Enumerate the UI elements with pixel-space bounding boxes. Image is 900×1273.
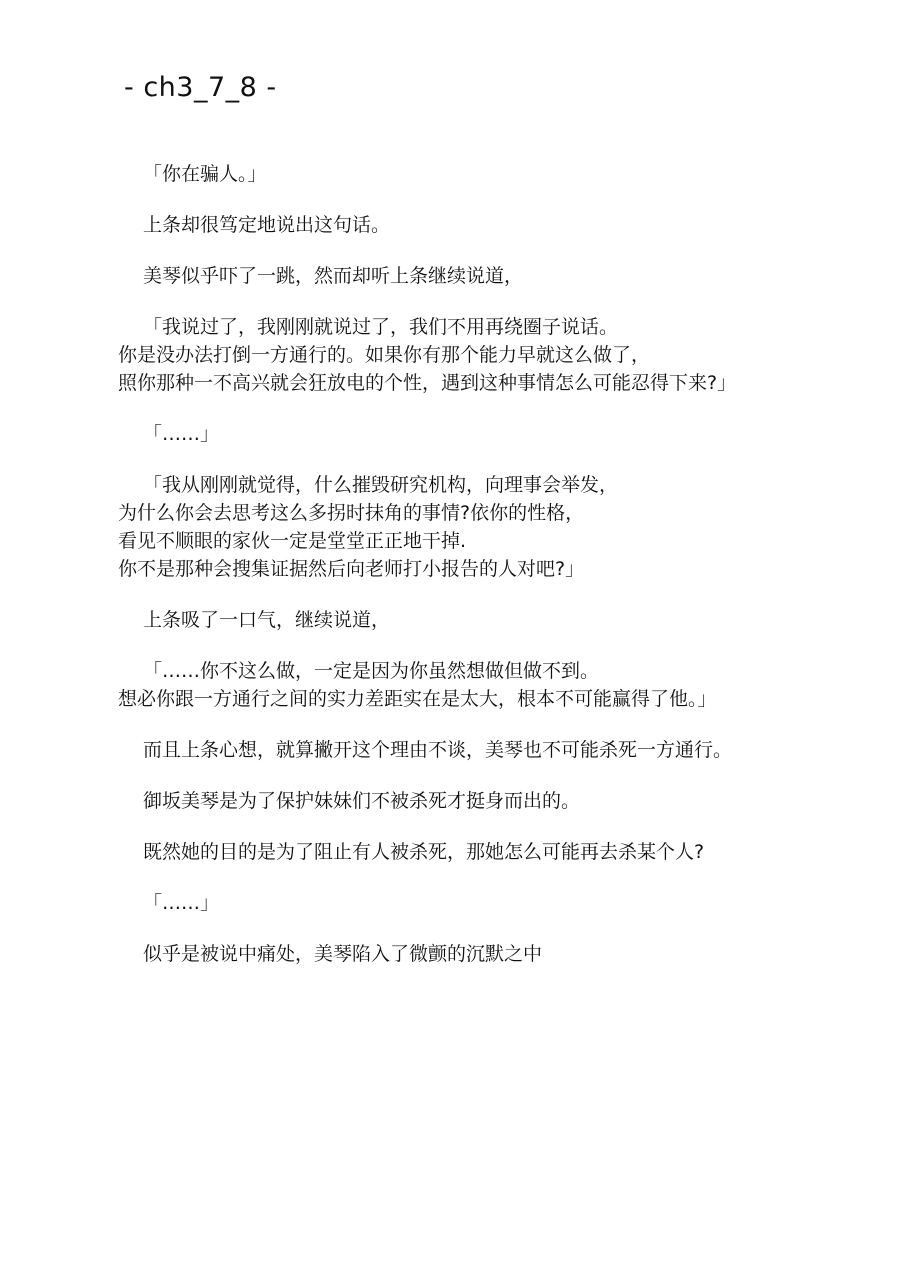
paragraph	[118, 606, 878, 634]
paragraph	[118, 420, 878, 448]
paragraph	[118, 211, 878, 239]
body-text	[118, 160, 878, 991]
text-line: 御坂美琴是为了保护妹妹们不被杀死才挺身而出的。	[143, 790, 581, 812]
text-line: 上条却很笃定地说出这句话。	[143, 214, 391, 236]
paragraph	[118, 736, 878, 764]
paragraph	[118, 838, 878, 866]
paragraph	[118, 657, 878, 713]
paragraph	[118, 940, 878, 968]
text-line: 照你那种一不高兴就会狂放电的个性，遇到这种事情怎么可能忍得下来?」	[118, 372, 737, 394]
text-line: 而且上条心想，就算撇开这个理由不谈，美琴也不可能杀死一方通行。	[143, 739, 733, 761]
chapter-title: - ch3_7_8 -	[124, 72, 277, 103]
text-line: 想必你跟一方通行之间的实力差距实在是太大，根本不可能赢得了他。」	[118, 688, 717, 710]
text-line: 「……你不这么做，一定是因为你虽然想做但做不到。	[143, 660, 600, 682]
text-line: 「……」	[143, 423, 220, 445]
text-line: 「……」	[143, 892, 220, 914]
paragraph	[118, 889, 878, 917]
paragraph	[118, 313, 878, 397]
paragraph	[118, 787, 878, 815]
text-line: 你不是那种会搜集证据然后向老师打小报告的人对吧?」	[118, 558, 585, 580]
text-line: 看见不顺眼的家伙一定是堂堂正正地干掉.	[118, 530, 467, 552]
text-line: 似乎是被说中痛处，美琴陷入了微颤的沉默之中	[143, 943, 543, 965]
text-line: 「我说过了，我刚刚就说过了，我们不用再绕圈子说话。	[143, 316, 619, 338]
paragraph	[118, 471, 878, 583]
text-line: 你是没办法打倒一方通行的。如果你有那个能力早就这么做了，	[118, 344, 651, 366]
text-line: 上条吸了一口气，继续说道，	[143, 609, 391, 631]
paragraph	[118, 160, 878, 188]
text-line: 既然她的目的是为了阻止有人被杀死，那她怎么可能再去杀某个人?	[143, 841, 705, 863]
text-line: 「我从刚刚就觉得，什么摧毁研究机构，向理事会举发，	[143, 474, 619, 496]
paragraph	[118, 262, 878, 290]
text-line: 美琴似乎吓了一跳，然而却听上条继续说道，	[143, 265, 524, 287]
text-line: 为什么你会去思考这么多拐时抹角的事情?依你的性格，	[118, 502, 585, 524]
text-line: 「你在骗人。」	[143, 163, 267, 185]
